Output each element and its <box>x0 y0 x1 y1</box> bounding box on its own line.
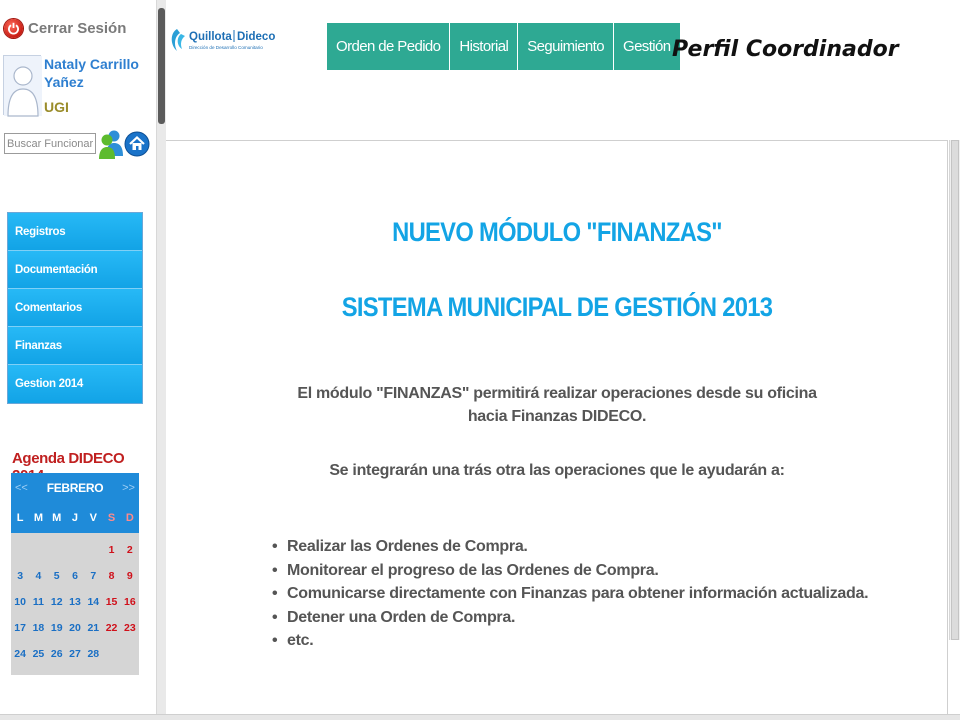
weekday-label: D <box>125 512 134 524</box>
quillota-dideco-logo <box>168 25 276 57</box>
weekday-label: S <box>107 512 116 524</box>
logout-button[interactable] <box>4 14 126 42</box>
menu-seguimiento[interactable]: Seguimiento <box>518 23 614 70</box>
logout-label: Cerrar Sesión <box>28 19 127 37</box>
operations-list <box>272 535 868 653</box>
sidebar-item-finanzas[interactable]: Finanzas <box>8 327 142 365</box>
power-icon <box>4 19 23 38</box>
calendar-day[interactable]: 20 <box>69 622 81 634</box>
operations-paragraph: Se integrarán una trás otra las operaciones que le ayudarán a: <box>329 462 785 479</box>
calendar-day[interactable]: 9 <box>126 570 133 582</box>
list-item: • Detener una Orden de Compra. <box>272 606 868 630</box>
system-title: SISTEMA MUNICIPAL DE GESTIÓN 2013 <box>341 292 773 322</box>
svg-text:Dirección de Desarrollo Comuni: Dirección de Desarrollo Comunitario <box>189 45 263 50</box>
calendar-day[interactable]: 24 <box>14 648 26 660</box>
calendar-month: FEBRERO <box>46 481 104 495</box>
svg-text:Dideco: Dideco <box>237 31 276 43</box>
people-icon[interactable] <box>98 128 124 160</box>
calendar-day[interactable]: 18 <box>32 622 45 634</box>
avatar <box>3 55 41 115</box>
list-item: • etc. <box>272 629 868 653</box>
calendar-day[interactable]: 5 <box>53 570 60 582</box>
menu-historial[interactable]: Historial <box>450 23 518 70</box>
sidebar-item-comentarios[interactable]: Comentarios <box>8 289 142 327</box>
intro-line: hacia Finanzas DIDECO. <box>467 408 647 425</box>
calendar-day[interactable]: 6 <box>72 570 78 582</box>
calendar-weekdays <box>11 503 139 533</box>
sidebar-scrollbar[interactable] <box>156 0 166 720</box>
calendar-day[interactable]: 28 <box>87 648 100 660</box>
calendar-day[interactable]: 16 <box>124 596 136 608</box>
calendar-day[interactable]: 11 <box>32 596 44 608</box>
calendar-day[interactable]: 22 <box>105 622 118 634</box>
menu-gestion[interactable]: Gestión <box>623 38 671 55</box>
main-menu <box>327 23 680 70</box>
calendar-day[interactable]: 12 <box>50 596 63 608</box>
sidebar-nav <box>7 212 143 404</box>
calendar-day[interactable]: 23 <box>124 622 136 634</box>
sidebar-item-documentacion[interactable]: Documentación <box>8 251 142 289</box>
user-name: Nataly Carrillo Yañez <box>44 56 139 90</box>
scrollbar-thumb[interactable] <box>158 8 165 124</box>
calendar-days <box>11 533 139 667</box>
scrollbar-thumb[interactable] <box>951 140 959 640</box>
profile-label: Perfil Coordinador <box>672 37 899 62</box>
weekday-label: L <box>16 512 24 524</box>
sidebar-item-registros[interactable]: Registros <box>8 213 142 251</box>
content-scrollbar[interactable] <box>949 140 960 640</box>
calendar-day[interactable]: 19 <box>50 622 63 634</box>
calendar-header <box>11 473 139 503</box>
calendar-day[interactable]: 4 <box>35 570 42 582</box>
weekday-label: V <box>89 512 97 524</box>
calendar-day[interactable]: 26 <box>50 648 63 660</box>
agenda-title: Agenda DIDECO <box>12 450 125 467</box>
calendar-prev-button[interactable]: << <box>15 482 28 494</box>
intro-line: El módulo "FINANZAS" permitirá realizar operaciones desde su oficina <box>297 385 817 402</box>
calendar-day[interactable]: 10 <box>14 596 26 608</box>
calendar-day[interactable]: 8 <box>108 570 115 582</box>
list-item: • Realizar las Ordenes de Compra. <box>272 535 868 559</box>
calendar-day[interactable]: 17 <box>14 622 26 634</box>
list-item: • Monitorear el progreso de las Ordenes de Compra. <box>272 559 868 583</box>
menu-orden-de-pedido[interactable]: Orden de Pedido <box>327 23 450 70</box>
calendar-day[interactable]: 14 <box>87 596 100 608</box>
calendar-day[interactable]: 7 <box>90 570 97 582</box>
calendar-day[interactable]: 2 <box>126 544 133 556</box>
search-funcionario-input[interactable] <box>4 133 96 154</box>
calendar-day[interactable]: 25 <box>32 648 45 660</box>
calendar-day[interactable]: 15 <box>105 596 118 608</box>
svg-text:Quillota: Quillota <box>189 31 232 43</box>
calendar-day[interactable]: 13 <box>69 596 81 608</box>
intro-paragraph <box>166 382 948 428</box>
calendar-day[interactable]: 21 <box>87 622 100 634</box>
calendar-next-button[interactable]: >> <box>122 482 135 494</box>
calendar-day[interactable]: 27 <box>69 648 81 660</box>
calendar-day[interactable]: 3 <box>17 570 24 582</box>
calendar <box>11 473 139 675</box>
bottom-scrollbar[interactable] <box>0 714 960 720</box>
weekday-label: J <box>71 512 79 524</box>
sidebar <box>0 0 156 720</box>
weekday-label: M <box>52 512 62 524</box>
home-icon[interactable] <box>124 127 150 160</box>
weekday-label: M <box>33 512 43 524</box>
module-title: NUEVO MÓDULO "FINANZAS" <box>392 217 722 247</box>
sidebar-item-gestion-2014[interactable]: Gestion 2014 <box>8 365 142 403</box>
list-item: • Comunicarse directamente con Finanzas para obtener información actualizada. <box>272 582 868 606</box>
calendar-day[interactable]: 1 <box>108 544 115 556</box>
user-unit: UGI <box>44 99 69 115</box>
